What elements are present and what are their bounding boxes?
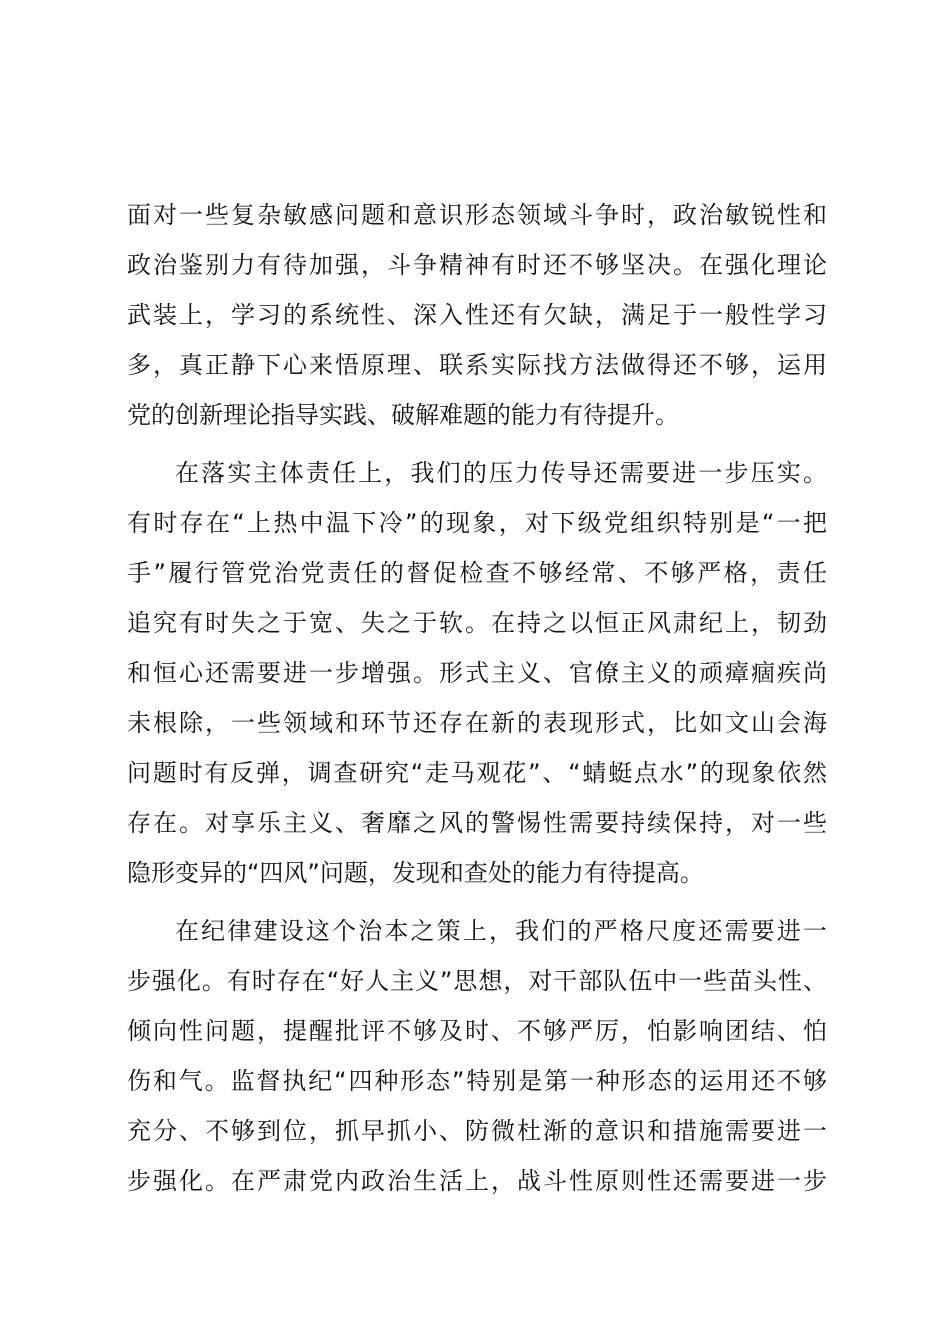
- text-line: 追究有时失之于宽、失之于软。在持之以恒正风肃纪上，韧劲: [127, 609, 827, 637]
- text-line: 隐形变异的“四风”问题，发现和查处的能力有待提高。: [127, 859, 704, 887]
- paragraph-3: [127, 906, 827, 1206]
- paragraph-spacer: [127, 898, 827, 906]
- text-line: 问题时有反弹，调查研究“走马观花”、“蜻蜓点水”的现象依然: [127, 759, 827, 787]
- text-line: 党的创新理论指导实践、破解难题的能力有待提升。: [127, 401, 679, 429]
- text-line: 未根除，一些领域和环节还存在新的表现形式，比如文山会海: [127, 709, 827, 737]
- paragraph-1: [127, 190, 827, 440]
- text-line: 伤和气。监督执纪“四种形态”特别是第一种形态的运用还不够: [127, 1067, 827, 1095]
- text-line: 和恒心还需要进一步增强。形式主义、官僚主义的顽瘴痼疾尚: [127, 659, 827, 687]
- text-line: 武装上，学习的系统性、深入性还有欠缺，满足于一般性学习: [127, 301, 827, 329]
- document-body: [127, 190, 827, 1206]
- text-line: 多，真正静下心来悟原理、联系实际找方法做得还不够，运用: [127, 351, 827, 379]
- paragraph-2: [127, 448, 827, 898]
- text-line: 在纪律建设这个治本之策上，我们的严格尺度还需要进一: [175, 917, 827, 945]
- text-line: 面对一些复杂敏感问题和意识形态领域斗争时，政治敏锐性和: [127, 201, 827, 229]
- text-line: 在落实主体责任上，我们的压力传导还需要进一步压实。: [175, 459, 827, 487]
- text-line: 政治鉴别力有待加强，斗争精神有时还不够坚决。在强化理论: [127, 251, 827, 279]
- text-line: 存在。对享乐主义、奢靡之风的警惕性需要持续保持，对一些: [127, 809, 827, 837]
- paragraph-spacer: [127, 440, 827, 448]
- text-line: 充分、不够到位，抓早抓小、防微杜渐的意识和措施需要进一: [127, 1117, 827, 1145]
- text-line: 倾向性问题，提醒批评不够及时、不够严厉，怕影响团结、怕: [127, 1017, 827, 1045]
- text-line: 步强化。有时存在“好人主义”思想，对干部队伍中一些苗头性、: [127, 967, 827, 995]
- text-line: 手”履行管党治党责任的督促检查不够经常、不够严格，责任: [127, 559, 827, 587]
- text-line: 步强化。在严肃党内政治生活上，战斗性原则性还需要进一步: [127, 1167, 827, 1195]
- text-line: 有时存在“上热中温下冷”的现象，对下级党组织特别是“一把: [127, 509, 827, 537]
